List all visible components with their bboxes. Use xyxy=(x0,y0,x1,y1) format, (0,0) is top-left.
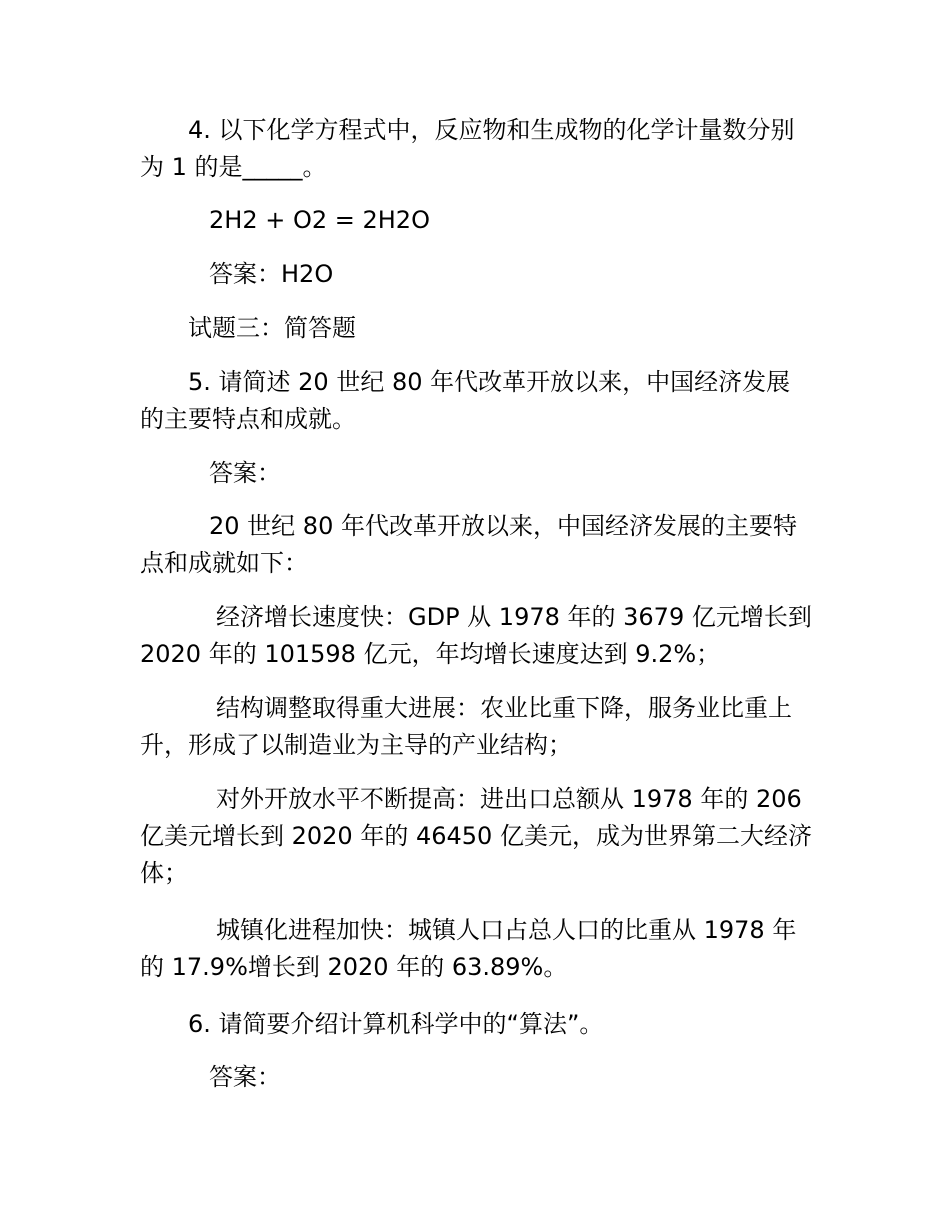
section-3-title: 试题三：简答题 xyxy=(188,314,356,342)
question-6-answer-label: 答案： xyxy=(209,1063,281,1091)
question-4-equation: 2H2 + O2 = 2H2O xyxy=(209,206,430,234)
answer-point-4: 城镇化进程加快：城镇人口占总人口的比重从 1978 年的 17.9%增长到 2020 年的 63.89%。 xyxy=(140,916,797,981)
answer-point-3: 对外开放水平不断提高：进出口总额从 1978 年的 206 亿美元增长到 2020 年的 46450 亿美元，成为世界第二大经济体； xyxy=(140,785,812,887)
question-4-answer: 答案：H2O xyxy=(209,260,334,288)
answer-point-1: 经济增长速度快：GDP 从 1978 年的 3679 亿元增长到 2020 年的 101598 亿元，年均增长速度达到 9.2%； xyxy=(140,603,812,668)
question-5-text: 5. 请简述 20 世纪 80 年代改革开放以来，中国经济发展的主要特点和成就。 xyxy=(140,368,791,433)
question-6-text: 6. 请简要介绍计算机科学中的“算法”。 xyxy=(188,1010,604,1038)
question-5-answer-label: 答案： xyxy=(209,459,281,487)
question-5-answer-intro: 20 世纪 80 年代改革开放以来，中国经济发展的主要特点和成就如下： xyxy=(140,512,797,577)
question-4-text: 4. 以下化学方程式中，反应物和生成物的化学计量数分别为 1 的是_____。 xyxy=(140,116,795,181)
answer-point-2: 结构调整取得重大进展：农业比重下降，服务业比重上升，形成了以制造业为主导的产业结构； xyxy=(140,694,792,759)
